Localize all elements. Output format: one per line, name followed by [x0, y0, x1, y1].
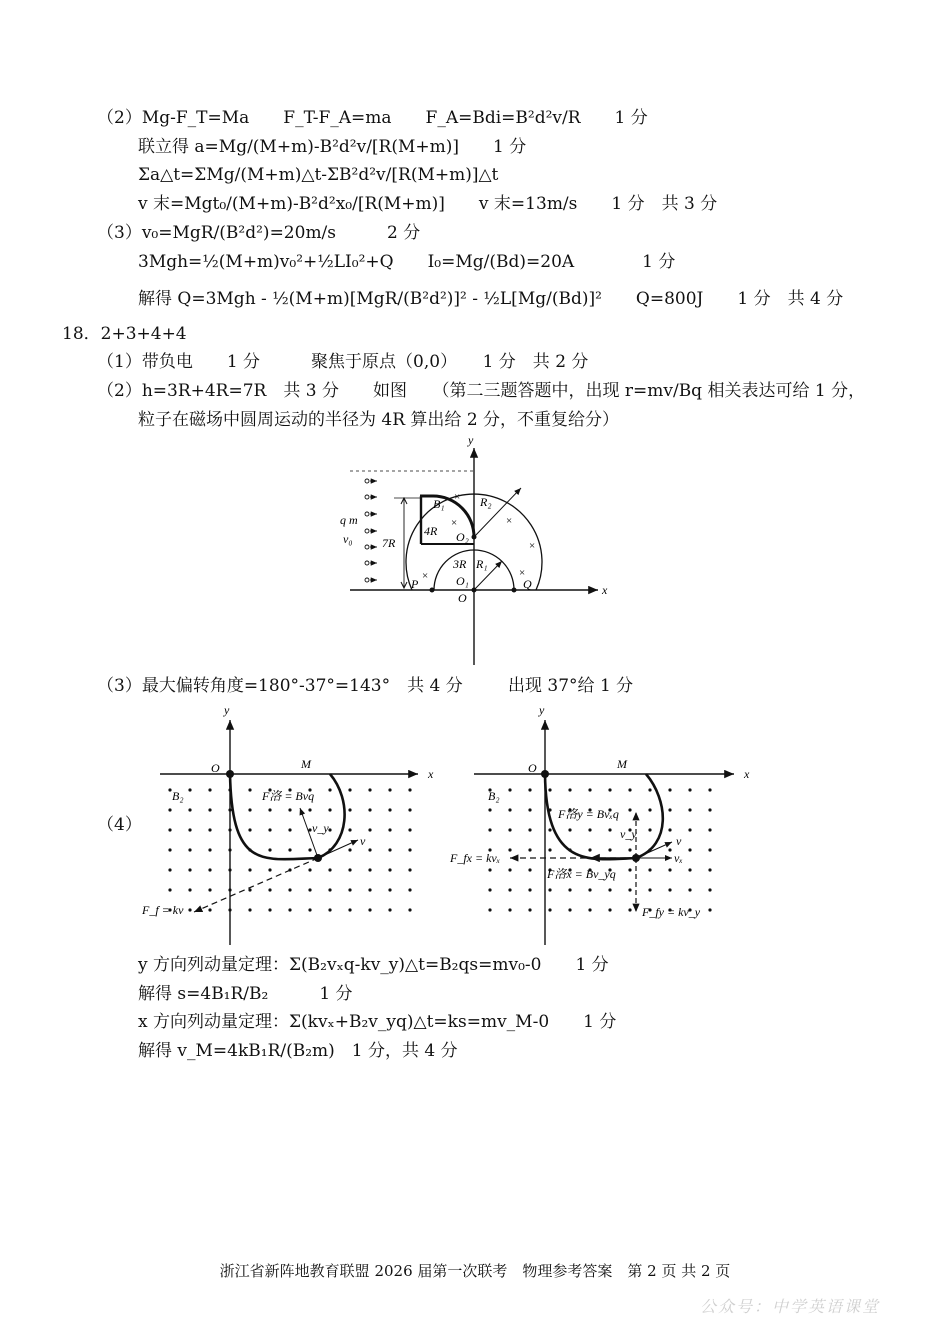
q18-part4-label: （4） — [97, 815, 142, 835]
fig1-b1-label: B₁ — [433, 497, 445, 511]
fig1-cross: × — [451, 517, 458, 529]
fig3-ffy-label: F_fy = kv_y — [642, 905, 701, 919]
q18-part2-line-1: （2）h=3R+4R=7R 共 3 分 如图 （第二三题答题中，出现 r=mv/Bq 相关表达可给 1 分， — [97, 381, 866, 401]
trajectory-diagram-right — [448, 700, 758, 950]
fig1-4r-label: 4R — [424, 524, 438, 538]
fig2-x-label: x — [428, 767, 434, 781]
fig1-o1-label: O₁ — [456, 574, 469, 588]
fig2-ff-label: F_f = kv — [142, 903, 184, 917]
fig3-ffx-label: F_fx = kvₓ — [450, 851, 501, 865]
trajectory-diagram-left — [135, 700, 445, 950]
fig1-o-label: O — [458, 591, 467, 605]
q17-line-6: 3Mgh=½(M+m)v₀²+½LI₀²+Q I₀=Mg/(Bd)=20A 1 分 — [138, 252, 676, 272]
fig3-vx-label: vₓ — [674, 851, 683, 865]
q18-part3-text: （3）最大偏转角度=180°-37°=143° 共 4 分 — [97, 676, 463, 696]
fig3-origin-point — [541, 770, 549, 778]
q18-part4-x-equation: x 方向列动量定理：Σ(kvₓ+B₂v_yq)△t=ks=mv_M-0 1 分 — [138, 1012, 617, 1032]
fig3-dot-field — [478, 778, 726, 918]
page-footer: 浙江省新阵地教育联盟 2026 届第一次联考 物理参考答案 第 2 页 共 2 页 — [219, 1262, 731, 1280]
fig3-x-label: x — [744, 767, 750, 781]
fig1-y-label: y — [468, 433, 474, 447]
fig2-b2-label: B₂ — [172, 789, 184, 803]
watermark: 公众号：中学英语课堂 — [700, 1297, 881, 1316]
q18-part4-y-result: 解得 s=4B₁R/B₂ 1 分 — [138, 984, 353, 1004]
q18-title: 18．2+3+4+4 — [62, 324, 187, 344]
q17-line-5: （3）v₀=MgR/(B²d²)=20m/s 2 分 — [97, 223, 421, 243]
q17-line-4: v 末=Mgt₀/(M+m)-B²d²x₀/[R(M+m)] v 末=13m/s 1 分 共 3 分 — [138, 194, 718, 214]
magnetic-field-diagram — [330, 432, 620, 668]
fig3-lorentz-y-label: F洛y = Bvₓq — [558, 807, 619, 821]
fig1-qm-label: q m — [340, 513, 358, 527]
q18-part1: （1）带负电 1 分 聚焦于原点（0,0） 1 分 共 2 分 — [97, 352, 589, 372]
fig2-vy-label: v_y — [312, 821, 329, 835]
fig1-point-Q — [512, 588, 517, 593]
q17-line-1: （2）Mg-F_T=Ma F_T-F_A=ma F_A=Bdi=B²d²v/R 1 分 — [97, 108, 648, 128]
fig2-o-label: O — [211, 761, 220, 775]
fig1-cross: × — [422, 570, 429, 582]
fig3-b2-label: B₂ — [488, 789, 500, 803]
q17-line-2: 联立得 a=Mg/(M+m)-B²d²v/[R(M+m)] 1 分 — [138, 137, 527, 157]
fig1-r2-label: R₂ — [480, 495, 492, 509]
fig1-p-label: P — [411, 577, 419, 591]
fig2-y-label: y — [224, 703, 230, 717]
fig1-cross: × — [454, 491, 461, 503]
fig1-cross: × — [529, 540, 536, 552]
fig3-o-label: O — [528, 761, 537, 775]
fig3-v-label: v — [676, 834, 682, 848]
q17-line-7: 解得 Q=3Mgh - ½(M+m)[MgR/(B²d²)]² - ½L[Mg/(Bd)]² Q=800J 1 分 共 4 分 — [138, 289, 844, 309]
q17-line-3: Σa△t=ΣMg/(M+m)△t-ΣB²d²v/[R(M+m)]△t — [138, 165, 499, 185]
fig1-incoming-particles — [365, 479, 377, 582]
fig2-lorentz-label: F洛 = Bvq — [262, 789, 315, 803]
fig3-vy-label: v_y — [620, 827, 637, 841]
q18-part4-x-result: 解得 v_M=4kB₁R/(B₂m) 1 分，共 4 分 — [138, 1041, 458, 1061]
fig1-point-O1 — [472, 588, 477, 593]
q18-part3-note: 出现 37°给 1 分 — [508, 676, 634, 696]
fig1-cross: × — [506, 515, 513, 527]
fig2-origin-point — [226, 770, 234, 778]
fig2-v-label: v — [360, 834, 366, 848]
q18-part4-y-equation: y 方向列动量定理：Σ(B₂vₓq-kv_y)△t=B₂qs=mv₀-0 1 分 — [138, 955, 609, 975]
fig1-cross: × — [519, 567, 526, 579]
fig1-v0-label: v₀ — [343, 532, 353, 546]
fig3-m-label: M — [617, 757, 627, 771]
fig3-y-label: y — [539, 703, 545, 717]
fig1-3r-label: 3R — [453, 557, 467, 571]
fig1-point-O2 — [472, 535, 477, 540]
fig3-lorentz-x-label: F洛x = Bv_yq — [547, 867, 616, 881]
fig1-q-label: Q — [523, 577, 532, 591]
fig1-x-label: x — [602, 583, 608, 597]
fig1-point-P — [430, 588, 435, 593]
fig1-o2-label: O₂ — [456, 530, 469, 544]
fig2-m-label: M — [301, 757, 311, 771]
q18-part2-line-2: 粒子在磁场中圆周运动的半径为 4R 算出给 2 分，不重复给分） — [138, 410, 620, 430]
fig1-r1-label: R₁ — [476, 557, 488, 571]
fig1-7r-label: 7R — [382, 536, 396, 550]
